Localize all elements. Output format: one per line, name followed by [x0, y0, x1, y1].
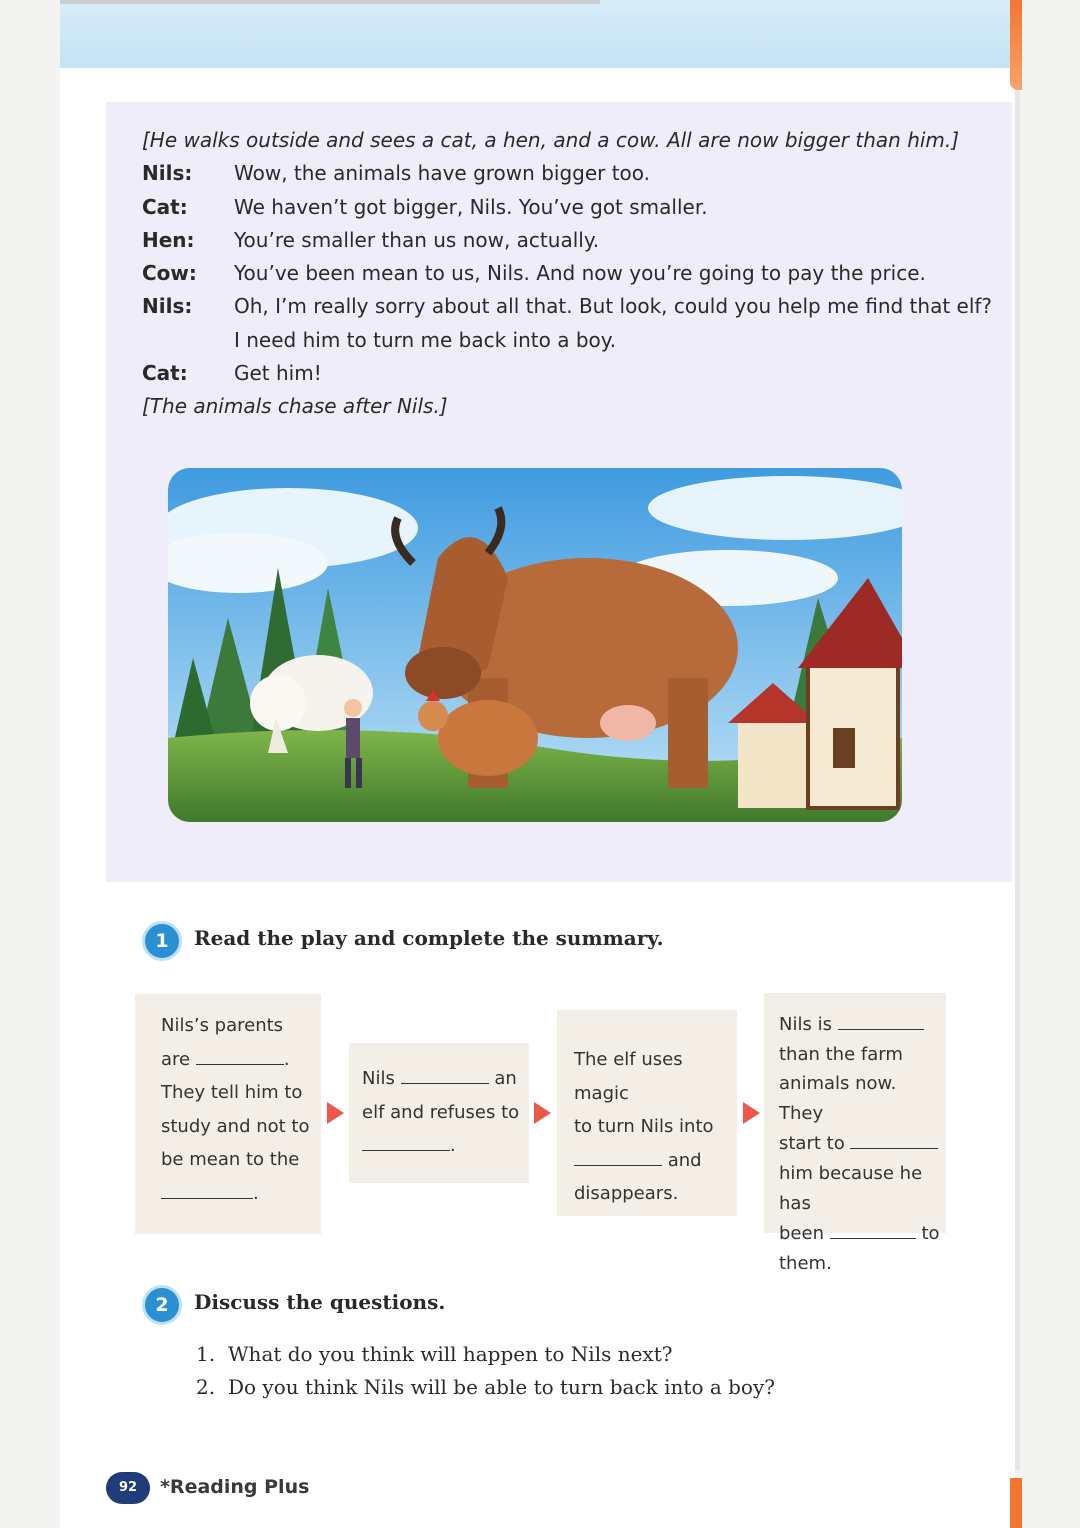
- summary-text: than the farm: [779, 1043, 903, 1065]
- script-line: [142, 224, 982, 257]
- summary-text: been: [779, 1223, 824, 1245]
- summary-text: Nils’s parents: [161, 1015, 284, 1036]
- speaker-name: Cow:: [142, 261, 197, 286]
- question-text: Do you think Nils will be able to turn back into a boy?: [228, 1375, 775, 1399]
- page-number-badge: 92: [106, 1472, 150, 1504]
- speech-text: Oh, I’m really sorry about all that. But look, could you help me find that elf?: [234, 294, 993, 319]
- answer-blank[interactable]: [161, 1178, 253, 1199]
- summary-text: are: [161, 1048, 191, 1070]
- summary-text: study and not to: [161, 1115, 310, 1137]
- speech-text: I need him to turn me back into a boy.: [234, 327, 617, 352]
- summary-text: Nils is: [779, 1014, 832, 1035]
- summary-text: and: [667, 1149, 702, 1171]
- list-item: [196, 1371, 775, 1404]
- script-line: [142, 157, 982, 190]
- flow-arrow-icon: [534, 1102, 551, 1124]
- top-color-band: [60, 0, 1015, 68]
- script-line: [142, 257, 982, 290]
- script-line: [142, 357, 982, 390]
- question-number: 2.: [196, 1375, 216, 1399]
- summary-text: them.: [779, 1252, 832, 1274]
- summary-box-3: [557, 1010, 737, 1216]
- task-1-title: Read the play and complete the summary.: [194, 926, 664, 950]
- question-text: What do you think will happen to Nils next?: [228, 1342, 673, 1366]
- stage-direction-text: [He walks outside and sees a cat, a hen, and a cow. All are now bigger than him.]: [142, 128, 960, 152]
- speech-text: You’re smaller than us now, actually.: [234, 227, 600, 252]
- summary-text: They tell him to: [161, 1082, 303, 1103]
- speech-text: Wow, the animals have grown bigger too.: [234, 161, 651, 186]
- answer-blank[interactable]: [850, 1128, 938, 1149]
- script-line: [142, 191, 982, 224]
- farm-scene-image: [168, 468, 902, 822]
- speaker-name: Hen:: [142, 227, 195, 252]
- answer-blank[interactable]: [401, 1063, 489, 1084]
- script-line: [142, 324, 982, 357]
- summary-text: him because he has: [779, 1162, 923, 1214]
- task-2-number-badge: 2: [142, 1285, 182, 1325]
- page-fold-shadow: [1015, 90, 1020, 1470]
- answer-blank[interactable]: [838, 1009, 924, 1030]
- task-1-number-badge: 1: [142, 921, 182, 961]
- answer-blank[interactable]: [830, 1218, 916, 1239]
- answer-blank[interactable]: [574, 1145, 662, 1166]
- speech-text: Get him!: [234, 361, 322, 386]
- speaker-name: Cat:: [142, 361, 188, 386]
- summary-text: animals now. They: [779, 1073, 897, 1124]
- section-label: *Reading Plus: [160, 1476, 310, 1498]
- page-edge-tab-top: [1010, 0, 1022, 90]
- flow-arrow-icon: [327, 1102, 344, 1124]
- question-list: [196, 1338, 775, 1404]
- summary-text: start to: [779, 1133, 845, 1155]
- summary-text: to turn Nils into: [574, 1116, 714, 1137]
- answer-blank[interactable]: [196, 1044, 284, 1065]
- script-line: [142, 290, 993, 323]
- speaker-name: Nils:: [142, 161, 193, 186]
- summary-box-2: Nils an elf and refuses to .: [349, 1043, 529, 1183]
- task-2-title: Discuss the questions.: [194, 1290, 446, 1314]
- list-item: [196, 1338, 775, 1371]
- summary-text: an: [494, 1068, 517, 1089]
- question-number: 1.: [196, 1342, 216, 1366]
- summary-box-1: Nils’s parents are . They tell him to study and not to be mean to the .: [135, 994, 321, 1234]
- stage-direction-text: [The animals chase after Nils.]: [142, 394, 448, 419]
- summary-text: Nils: [362, 1068, 395, 1089]
- summary-text: elf and refuses to: [362, 1101, 520, 1123]
- stage-direction: [142, 124, 982, 157]
- top-edge-line: [60, 0, 600, 4]
- speech-text: You’ve been mean to us, Nils. And now you’re going to pay the price.: [234, 261, 926, 286]
- summary-box-4: [764, 993, 946, 1274]
- summary-text: disappears.: [574, 1183, 679, 1204]
- answer-blank[interactable]: [362, 1130, 450, 1151]
- flow-arrow-icon: [743, 1102, 760, 1124]
- speaker-name: Cat:: [142, 194, 188, 219]
- play-script: [142, 124, 993, 424]
- summary-text: be mean to the: [161, 1149, 300, 1170]
- summary-text: to: [921, 1223, 940, 1245]
- speaker-name: Nils:: [142, 294, 193, 319]
- speech-text: We haven’t got bigger, Nils. You’ve got smaller.: [234, 194, 708, 219]
- stage-direction: [142, 390, 982, 423]
- page-edge-tab-bottom: [1010, 1478, 1022, 1528]
- story-illustration: [168, 468, 902, 822]
- summary-text: The elf uses magic: [574, 1049, 683, 1104]
